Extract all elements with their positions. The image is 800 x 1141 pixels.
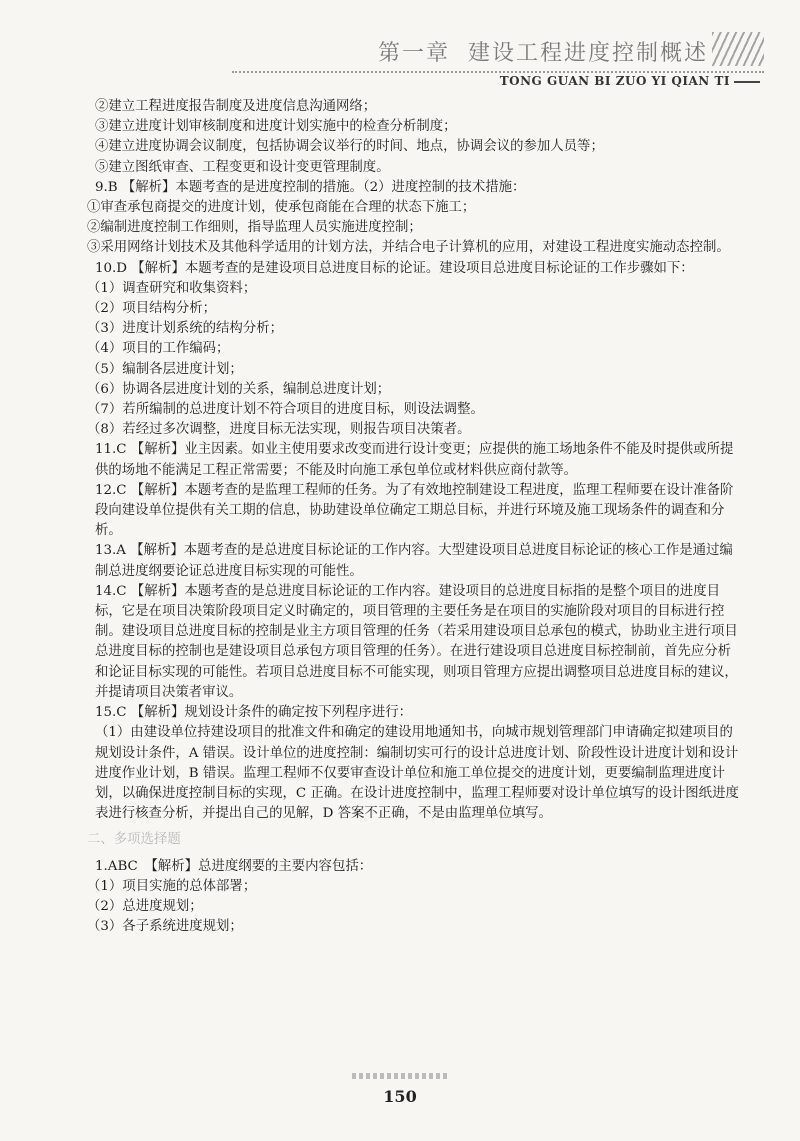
decorative-hatch (712, 32, 764, 66)
paragraph: （1）由建设单位持建设项目的批准文件和确定的建设用地通知书，向城市规划管理部门申请确定拟建项目的规划设计条件，A 错误。设计单位的进度控制：编制切实可行的设计总进度计划、阶段性设计进度计划和设计进度作业计划，B 错误。监理工程师不仅要审查设计单位和施工单位提交的进度计划，更要编制监理进度计划，以确保进度控制目标的实现，C 正确。在设计进度控制中，监理工程师要对设计单位填写的设计图纸进度表进行核查分析，并提出自己的见解，D 答案不正确，不是由监理单位填写。 (95, 725, 739, 822)
chapter-number: 第一章 (377, 41, 450, 66)
paragraph: 10.D 【解析】本题考查的是建设项目总进度目标的论证。建设项目总进度目标论证的工作步骤如下： (95, 260, 694, 276)
paragraph: ③建立进度计划审核制度和进度计划实施中的检查分析制度； (95, 119, 457, 135)
paragraph: ②编制进度控制工作细则，指导监理人员实施进度控制； (87, 220, 422, 236)
chapter-name: 建设工程进度控制概述 (467, 41, 708, 66)
paragraph: ①审查承包商提交的进度计划，使承包商能在合理的状态下施工； (87, 200, 476, 216)
page-number: 150 (383, 1087, 417, 1106)
page-body (87, 97, 742, 937)
paragraph: ⑤建立图纸审查、工程变更和设计变更管理制度。 (95, 159, 390, 175)
paragraph: 1.ABC 【解析】总进度纲要的主要内容包括： (95, 858, 373, 874)
paragraph: 11.C 【解析】业主因素。如业主使用要求改变而进行设计变更；应提供的施工场地条件不能及时提供或所提供的场地不能满足工程正常需要；不能及时向施工承包单位或材料供应商付款等。 (95, 442, 734, 478)
chapter-title (378, 36, 708, 67)
paragraph: ④建立进度协调会议制度，包括协调会议举行的时间、地点，协调会议的参加人员等； (95, 139, 604, 155)
paragraph: （5）编制各层进度计划； (87, 361, 243, 377)
paragraph: （1）调查研究和收集资料； (87, 280, 257, 296)
header-pinyin (500, 74, 760, 88)
paragraph: （4）项目的工作编码； (87, 341, 230, 357)
section-heading: 二、多项选择题 (87, 832, 181, 848)
paragraph: （2）总进度规划； (87, 898, 203, 914)
paragraph: （1）项目实施的总体部署； (87, 878, 257, 894)
paragraph: 12.C 【解析】本题考查的是监理工程师的任务。为了有效地控制建设工程进度，监理工程师要在设计准备阶段向建设单位提供有关工期的信息，协助建设单位确定工期总目标，并进行环境及施工现场条件的调查和分析。 (95, 482, 734, 539)
page-header (0, 0, 800, 95)
paragraph: 15.C 【解析】规划设计条件的确定按下列程序进行： (95, 705, 412, 721)
page-footer (0, 1068, 800, 1106)
paragraph: （6）协调各层进度计划的关系，编制总进度计划； (87, 381, 391, 397)
header-divider (232, 71, 764, 73)
footer-decoration (352, 1073, 448, 1079)
paragraph: ③采用网络计划技术及其他科学适用的计划方法，并结合电子计算机的应用，对建设工程进度实施动态控制。 (87, 240, 730, 256)
paragraph: （3）进度计划系统的结构分析； (87, 321, 283, 337)
paragraph: （7）若所编制的总进度计划不符合项目的进度目标，则设法调整。 (87, 402, 484, 418)
pinyin-text: TONG GUAN BI ZUO YI QIAN TI (499, 74, 730, 88)
paragraph: 13.A 【解析】本题考查的是总进度目标论证的工作内容。大型建设项目总进度目标论证的核心工作是通过编制总进度纲要论证总进度目标实现的可能性。 (95, 543, 733, 579)
paragraph: 9.B 【解析】本题考查的是进度控制的措施。（2）进度控制的技术措施： (95, 179, 526, 195)
paragraph: （8）若经过多次调整，进度目标无法实现，则报告项目决策者。 (87, 422, 471, 438)
paragraph: ②建立工程进度报告制度及进度信息沟通网络； (95, 99, 377, 114)
paragraph: 14.C 【解析】本题考查的是总进度目标论证的工作内容。建设项目的总进度目标指的是整个项目的进度目标，它是在项目决策阶段项目定义时确定的，项目管理的主要任务是在项目的实施阶段对项目的目标进行控制。建设项目总进度目标的控制是业主方项目管理的任务（若采用建设项目总承包的模式，协助业主进行项目总进度目标的控制也是建设项目总承包方项目管理的任务）。在进行建设项目总进度目标控制前，首先应分析和论证目标实现的可能性。若项目总进度目标不可能实现，则项目管理方应提出调整项目总进度目标的建议，并提请项目决策者审议。 (95, 583, 738, 700)
paragraph: （3）各子系统进度规划； (87, 919, 243, 935)
paragraph: （2）项目结构分析； (87, 301, 217, 317)
